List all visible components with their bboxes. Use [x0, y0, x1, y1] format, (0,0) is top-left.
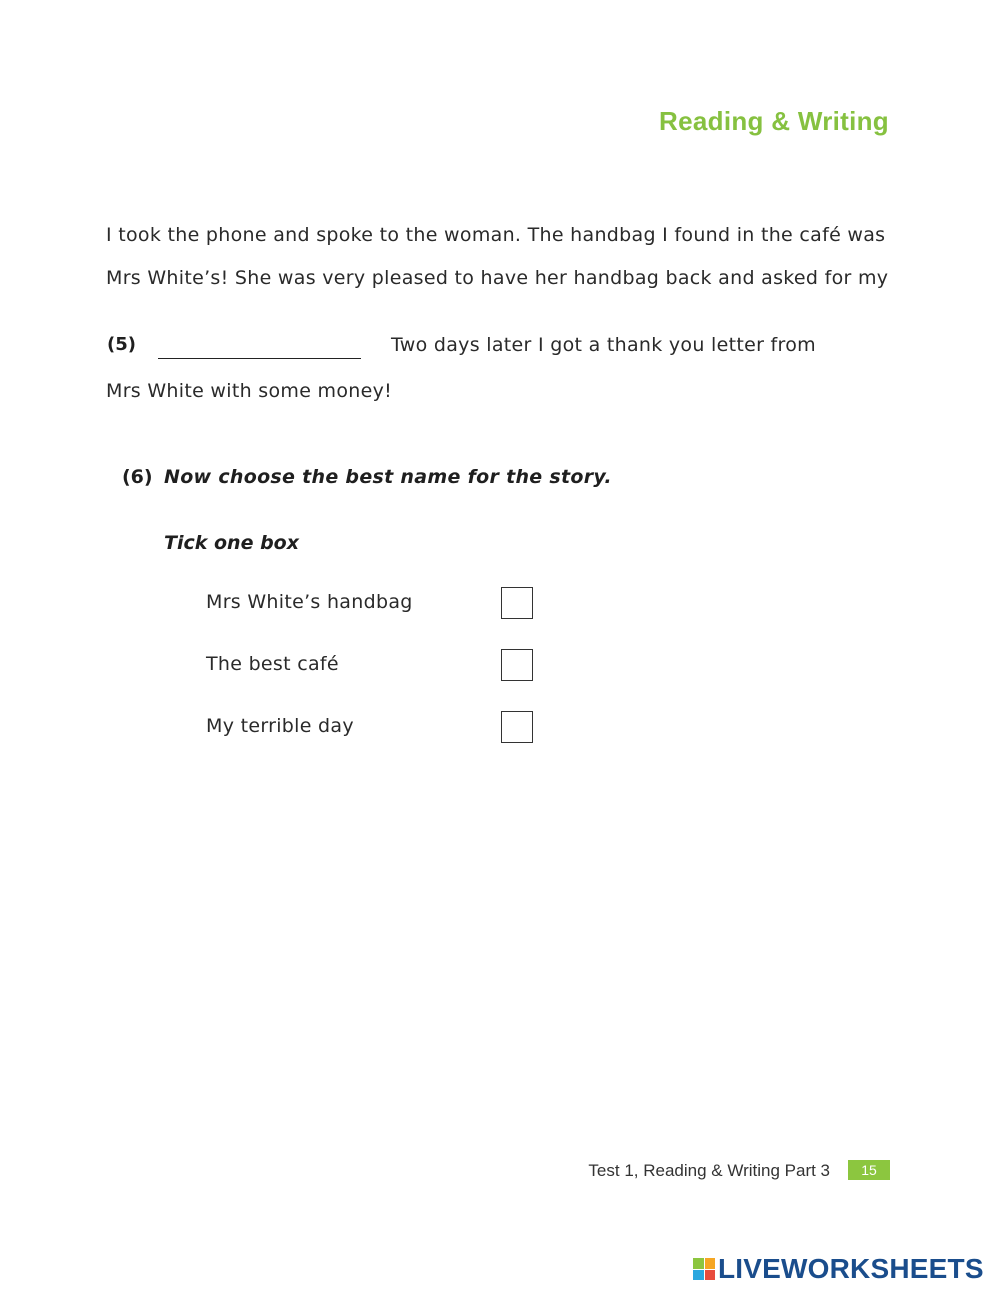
question-5-label: (5) [107, 334, 136, 355]
option-checkbox-3[interactable] [501, 711, 533, 743]
liveworksheets-logo-icon [693, 1258, 715, 1280]
tick-instruction: Tick one box [164, 532, 299, 554]
story-line-3: Two days later I got a thank you letter from [391, 334, 816, 356]
liveworksheets-brand[interactable] [693, 1254, 984, 1284]
option-checkbox-1[interactable] [501, 587, 533, 619]
story-line-4: Mrs White with some money! [106, 380, 393, 402]
footer-text: Test 1, Reading & Writing Part 3 [588, 1161, 830, 1180]
option-label-3: My terrible day [206, 715, 354, 737]
story-line-1: I took the phone and spoke to the woman. The handbag I found in the café was [106, 224, 886, 246]
option-checkbox-2[interactable] [501, 649, 533, 681]
question-6-number: (6) [122, 466, 153, 488]
brand-text: LIVEWORKSHEETS [718, 1253, 984, 1284]
story-line-2: Mrs White’s! She was very pleased to have her handbag back and asked for my [106, 267, 889, 289]
question-5-answer-input[interactable] [158, 343, 361, 359]
page-number: 15 [848, 1160, 890, 1180]
option-label-2: The best café [206, 653, 339, 675]
option-label-1: Mrs White’s handbag [206, 591, 413, 613]
question-6-prompt: Now choose the best name for the story. [164, 466, 612, 488]
section-title: Reading & Writing [659, 106, 889, 136]
